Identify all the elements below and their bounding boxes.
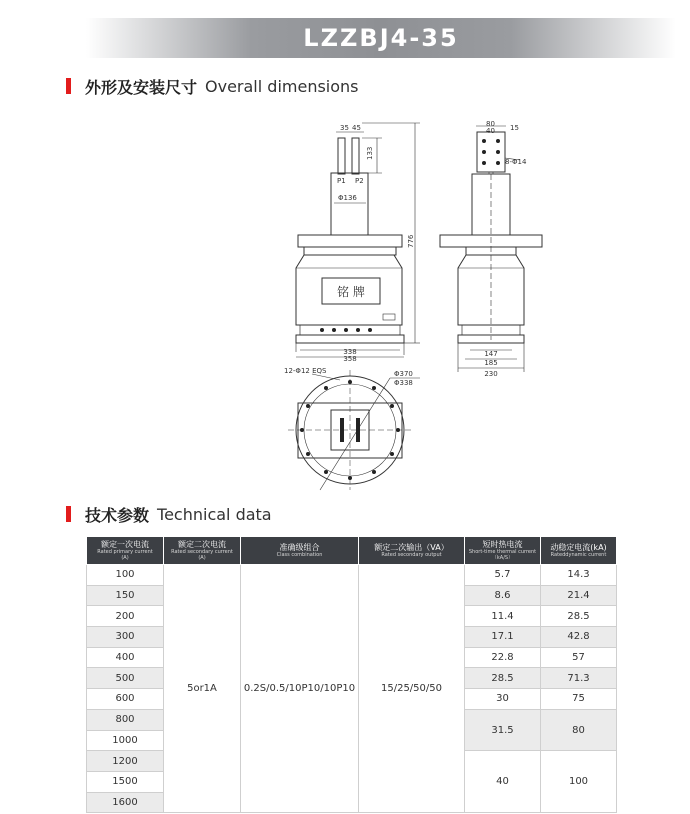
dynamic-cell: 42.8 <box>541 627 617 648</box>
primary-cell: 500 <box>87 668 164 689</box>
dim-side-185: 185 <box>484 359 498 367</box>
primary-cell: 400 <box>87 647 164 668</box>
dynamic-cell: 57 <box>541 647 617 668</box>
technical-heading-en: Technical data <box>157 504 272 524</box>
header-output: 额定二次输出（VA） Rated secondary output <box>359 537 465 565</box>
front-flange <box>298 235 402 247</box>
dimensions-heading-cn: 外形及安装尺寸 <box>85 77 198 97</box>
dim-front-shaft: Φ136 <box>338 194 357 202</box>
dim-front-height: 776 <box>407 234 415 248</box>
front-terminal-left <box>338 138 345 174</box>
table-header-row <box>87 537 617 565</box>
thermal-cell: 8.6 <box>465 585 541 606</box>
header-secondary: 额定二次电流 Rated secondary current (A) <box>164 537 241 565</box>
spec-table <box>86 536 617 813</box>
dim-plan-370: Φ370 <box>394 370 413 378</box>
label-p2: P2 <box>355 177 364 185</box>
thermal-cell: 17.1 <box>465 627 541 648</box>
side-terminal-block <box>477 132 505 172</box>
primary-cell: 1000 <box>87 730 164 751</box>
dim-front-base2: 358 <box>343 355 357 363</box>
thermal-cell: 30 <box>465 689 541 710</box>
class-cell: 0.2S/0.5/10P10/10P10 <box>241 565 359 813</box>
dim-side-15: 15 <box>510 124 519 132</box>
dim-plan-holes: 12-Φ12 EQS <box>284 367 327 375</box>
label-p1: P1 <box>337 177 346 185</box>
primary-cell: 100 <box>87 565 164 586</box>
header-class: 准确级组合 Class combination <box>241 537 359 565</box>
thermal-cell: 31.5 <box>465 709 541 750</box>
dim-front-133: 133 <box>366 146 374 160</box>
dynamic-cell: 75 <box>541 689 617 710</box>
dim-plan-338: Φ338 <box>394 379 413 387</box>
header-primary: 额定一次电流 Rated primary current (A) <box>87 537 164 565</box>
dim-side-80: 80 <box>486 120 495 128</box>
thermal-cell: 28.5 <box>465 668 541 689</box>
primary-cell: 600 <box>87 689 164 710</box>
output-cell: 15/25/50/50 <box>359 565 465 813</box>
thermal-cell: 22.8 <box>465 647 541 668</box>
dim-side-147: 147 <box>484 350 498 358</box>
dynamic-cell: 80 <box>541 709 617 750</box>
nameplate-label: 铭 牌 <box>337 285 365 299</box>
dimensions-heading-en: Overall dimensions <box>205 76 359 96</box>
dynamic-cell: 14.3 <box>541 565 617 586</box>
secondary-cell: 5or1A <box>164 565 241 813</box>
thermal-cell: 40 <box>465 751 541 813</box>
dim-front-base1: 338 <box>343 348 357 356</box>
primary-cell: 200 <box>87 606 164 627</box>
primary-cell: 800 <box>87 709 164 730</box>
table-row <box>87 565 617 586</box>
dim-front-35: 35 <box>340 124 349 132</box>
thermal-cell: 5.7 <box>465 565 541 586</box>
page-title: LZZBJ4-35 <box>303 24 459 52</box>
dynamic-cell: 28.5 <box>541 606 617 627</box>
primary-cell: 1500 <box>87 771 164 792</box>
primary-cell: 150 <box>87 585 164 606</box>
dynamic-cell: 100 <box>541 751 617 813</box>
front-terminal-right <box>352 138 359 174</box>
dynamic-cell: 21.4 <box>541 585 617 606</box>
dim-side-40: 40 <box>486 127 495 135</box>
dim-side-holes: 8-Φ14 <box>505 158 527 166</box>
header-dynamic: 动稳定电流(kA) Rateddynamic current <box>541 537 617 565</box>
technical-heading <box>66 504 272 524</box>
primary-cell: 1600 <box>87 792 164 813</box>
technical-heading-cn: 技术参数 <box>85 505 150 525</box>
section-marker <box>66 506 71 522</box>
thermal-cell: 11.4 <box>465 606 541 627</box>
front-base <box>296 335 404 343</box>
dim-front-45: 45 <box>352 124 361 132</box>
primary-cell: 300 <box>87 627 164 648</box>
dynamic-cell: 71.3 <box>541 668 617 689</box>
dim-side-230: 230 <box>484 370 498 378</box>
primary-cell: 1200 <box>87 751 164 772</box>
header-thermal: 短时热电流 Short-time thermal current （kA/S） <box>465 537 541 565</box>
